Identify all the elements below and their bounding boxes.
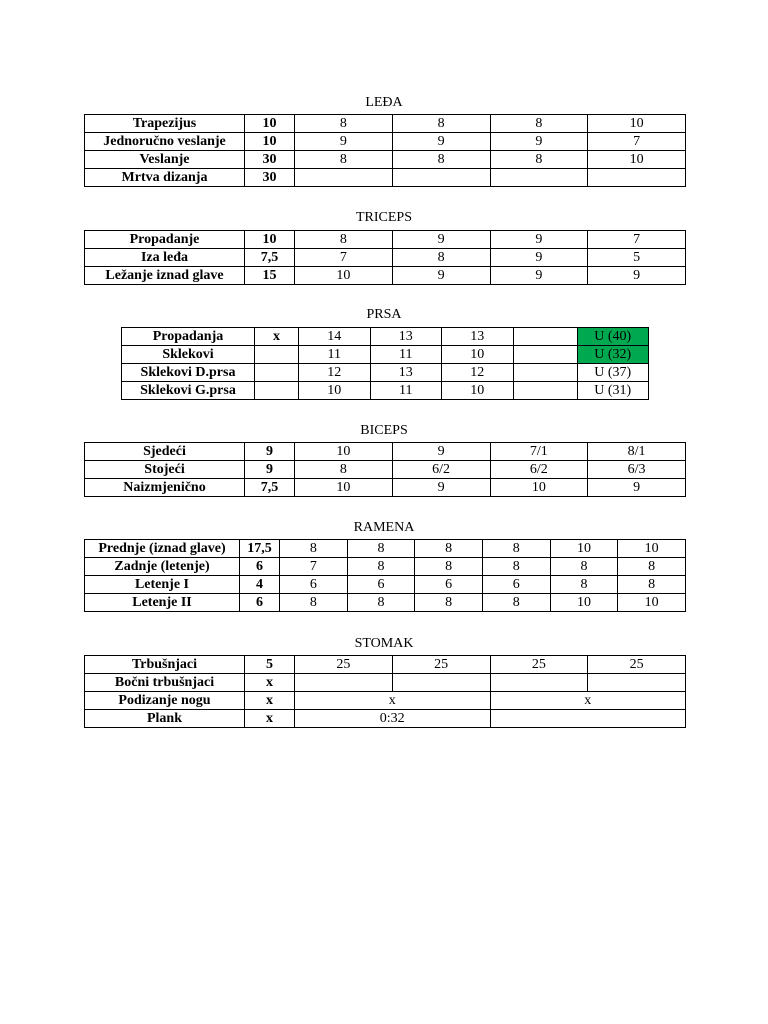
- section-title-stomak: STOMAK: [354, 636, 414, 651]
- rep-cell: 6: [347, 576, 415, 594]
- table-row: [85, 540, 686, 558]
- rep-cell: 13: [442, 328, 514, 346]
- rep-cell: 9: [490, 133, 588, 151]
- table-row: [85, 115, 686, 133]
- rep-cell: 9: [490, 249, 588, 267]
- rep-cell: [392, 674, 490, 692]
- rep-cell: 7: [588, 231, 686, 249]
- exercise-name: Stojeći: [85, 461, 245, 479]
- rep-cell: 8/1: [588, 443, 686, 461]
- table-row: [85, 267, 686, 285]
- weight-cell: [255, 346, 299, 364]
- merged-cell: x: [295, 692, 491, 710]
- rep-cell: 13: [370, 328, 442, 346]
- rep-cell: 11: [299, 346, 371, 364]
- table-row: [85, 692, 686, 710]
- rep-cell: [513, 346, 577, 364]
- weight-cell: 7,5: [245, 479, 295, 497]
- rep-cell: 7: [280, 558, 348, 576]
- rep-cell: 9: [392, 443, 490, 461]
- table-row: [122, 328, 649, 346]
- rep-cell: [588, 674, 686, 692]
- rep-cell: 9: [392, 231, 490, 249]
- rep-cell: 8: [490, 115, 588, 133]
- rep-cell: 10: [442, 346, 514, 364]
- exercise-name: Plank: [85, 710, 245, 728]
- rep-cell: [490, 674, 588, 692]
- rep-cell: 8: [347, 540, 415, 558]
- rep-cell: [513, 382, 577, 400]
- exercise-name: Sklekovi: [122, 346, 255, 364]
- table-row: [85, 151, 686, 169]
- weight-cell: x: [245, 692, 295, 710]
- table-row: [85, 558, 686, 576]
- exercise-name: Naizmjenično: [85, 479, 245, 497]
- weight-cell: 10: [245, 115, 295, 133]
- table-prsa: [121, 327, 649, 400]
- weight-cell: 9: [245, 443, 295, 461]
- rep-cell: 6: [280, 576, 348, 594]
- table-row: [122, 364, 649, 382]
- weight-cell: [255, 382, 299, 400]
- merged-cell: [490, 710, 686, 728]
- table-row: [85, 594, 686, 612]
- rep-cell: 8: [550, 576, 618, 594]
- rep-cell: [588, 169, 686, 187]
- table-row: [85, 443, 686, 461]
- rep-cell: [513, 328, 577, 346]
- weight-cell: 30: [245, 169, 295, 187]
- rep-cell: 9: [490, 267, 588, 285]
- table-row: [85, 674, 686, 692]
- rep-cell: 8: [490, 151, 588, 169]
- table-row: [85, 479, 686, 497]
- rep-cell: [295, 674, 393, 692]
- rep-cell: 10: [490, 479, 588, 497]
- rep-cell: 25: [392, 656, 490, 674]
- weight-cell: 6: [240, 594, 280, 612]
- exercise-name: Podizanje nogu: [85, 692, 245, 710]
- rep-cell: 8: [482, 594, 550, 612]
- weight-cell: x: [245, 674, 295, 692]
- weight-cell: 5: [245, 656, 295, 674]
- weight-cell: 6: [240, 558, 280, 576]
- rep-cell: 6: [482, 576, 550, 594]
- rep-cell: 8: [392, 115, 490, 133]
- rep-cell: 8: [280, 540, 348, 558]
- weight-cell: 15: [245, 267, 295, 285]
- table-row: [85, 133, 686, 151]
- weight-cell: x: [245, 710, 295, 728]
- rep-cell: 25: [490, 656, 588, 674]
- table-biceps: [84, 442, 686, 497]
- weight-cell: 7,5: [245, 249, 295, 267]
- exercise-name: Letenje II: [85, 594, 240, 612]
- table-ramena: [84, 539, 686, 612]
- rep-cell: 13: [370, 364, 442, 382]
- table-row: [85, 231, 686, 249]
- rep-cell: 9: [588, 267, 686, 285]
- table-ledja: [84, 114, 686, 187]
- exercise-name: Ležanje iznad glave: [85, 267, 245, 285]
- section-title-biceps: BICEPS: [360, 423, 408, 438]
- rep-cell: 6/2: [392, 461, 490, 479]
- exercise-name: Bočni trbušnjaci: [85, 674, 245, 692]
- weight-cell: 4: [240, 576, 280, 594]
- table-stomak: [84, 655, 686, 728]
- rep-cell: 9: [490, 231, 588, 249]
- rep-cell: 10: [550, 540, 618, 558]
- highlighted-cell: U (40): [577, 328, 649, 346]
- rep-cell: 8: [618, 576, 686, 594]
- rep-cell: 10: [442, 382, 514, 400]
- rep-cell: 8: [482, 540, 550, 558]
- section-title-ledja: LEĐA: [365, 95, 403, 110]
- table-row: [122, 346, 649, 364]
- section-title-triceps: TRICEPS: [355, 210, 412, 225]
- exercise-name: Trbušnjaci: [85, 656, 245, 674]
- rep-cell: 10: [588, 115, 686, 133]
- section-title-prsa: PRSA: [366, 307, 402, 322]
- table-row: [85, 576, 686, 594]
- weight-cell: 10: [245, 133, 295, 151]
- rep-cell: 6: [415, 576, 483, 594]
- rep-cell: 7: [295, 249, 393, 267]
- exercise-name: Sklekovi G.prsa: [122, 382, 255, 400]
- exercise-name: Iza leđa: [85, 249, 245, 267]
- rep-cell: 14: [299, 328, 371, 346]
- exercise-name: Trapezijus: [85, 115, 245, 133]
- rep-cell: 8: [550, 558, 618, 576]
- rep-cell: 8: [415, 558, 483, 576]
- exercise-name: Propadanje: [85, 231, 245, 249]
- rep-cell: 10: [295, 267, 393, 285]
- rep-cell: 11: [370, 382, 442, 400]
- exercise-name: Letenje I: [85, 576, 240, 594]
- exercise-name: Sjedeći: [85, 443, 245, 461]
- rep-cell: 25: [588, 656, 686, 674]
- weight-cell: 30: [245, 151, 295, 169]
- weight-cell: [255, 364, 299, 382]
- table-row: [85, 169, 686, 187]
- rep-cell: [295, 169, 393, 187]
- table-row: [85, 461, 686, 479]
- rep-cell: 10: [295, 479, 393, 497]
- exercise-name: Zadnje (letenje): [85, 558, 240, 576]
- highlighted-cell: U (32): [577, 346, 649, 364]
- rep-cell: 8: [415, 594, 483, 612]
- rep-cell: 10: [550, 594, 618, 612]
- exercise-name: Propadanja: [122, 328, 255, 346]
- rep-cell: 8: [295, 231, 393, 249]
- rep-cell: 10: [618, 540, 686, 558]
- weight-cell: 9: [245, 461, 295, 479]
- rep-cell: 6/3: [588, 461, 686, 479]
- rep-cell: 8: [295, 115, 393, 133]
- rep-cell: 8: [347, 594, 415, 612]
- rep-cell: 10: [588, 151, 686, 169]
- exercise-name: Veslanje: [85, 151, 245, 169]
- rep-cell: 9: [392, 133, 490, 151]
- weight-cell: 10: [245, 231, 295, 249]
- rep-cell: U (31): [577, 382, 649, 400]
- exercise-name: Prednje (iznad glave): [85, 540, 240, 558]
- rep-cell: 8: [280, 594, 348, 612]
- merged-cell: 0:32: [295, 710, 491, 728]
- merged-cell: x: [490, 692, 686, 710]
- table-row: [85, 656, 686, 674]
- weight-cell: 17,5: [240, 540, 280, 558]
- rep-cell: 9: [588, 479, 686, 497]
- weight-cell: x: [255, 328, 299, 346]
- section-title-ramena: RAMENA: [353, 520, 415, 535]
- rep-cell: 25: [295, 656, 393, 674]
- rep-cell: 5: [588, 249, 686, 267]
- exercise-name: Mrtva dizanja: [85, 169, 245, 187]
- table-triceps: [84, 230, 686, 285]
- rep-cell: 10: [295, 443, 393, 461]
- table-row: [122, 382, 649, 400]
- rep-cell: 8: [482, 558, 550, 576]
- rep-cell: 8: [295, 151, 393, 169]
- rep-cell: 8: [392, 151, 490, 169]
- rep-cell: 10: [299, 382, 371, 400]
- rep-cell: 8: [347, 558, 415, 576]
- rep-cell: 9: [295, 133, 393, 151]
- rep-cell: 8: [618, 558, 686, 576]
- exercise-name: Jednoručno veslanje: [85, 133, 245, 151]
- exercise-name: Sklekovi D.prsa: [122, 364, 255, 382]
- rep-cell: [490, 169, 588, 187]
- rep-cell: 12: [442, 364, 514, 382]
- rep-cell: [513, 364, 577, 382]
- rep-cell: 7: [588, 133, 686, 151]
- rep-cell: 8: [295, 461, 393, 479]
- rep-cell: 6/2: [490, 461, 588, 479]
- rep-cell: 11: [370, 346, 442, 364]
- rep-cell: 9: [392, 479, 490, 497]
- rep-cell: [392, 169, 490, 187]
- rep-cell: 12: [299, 364, 371, 382]
- table-row: [85, 249, 686, 267]
- rep-cell: 10: [618, 594, 686, 612]
- table-row: [85, 710, 686, 728]
- rep-cell: 7/1: [490, 443, 588, 461]
- rep-cell: 8: [392, 249, 490, 267]
- rep-cell: U (37): [577, 364, 649, 382]
- rep-cell: 9: [392, 267, 490, 285]
- rep-cell: 8: [415, 540, 483, 558]
